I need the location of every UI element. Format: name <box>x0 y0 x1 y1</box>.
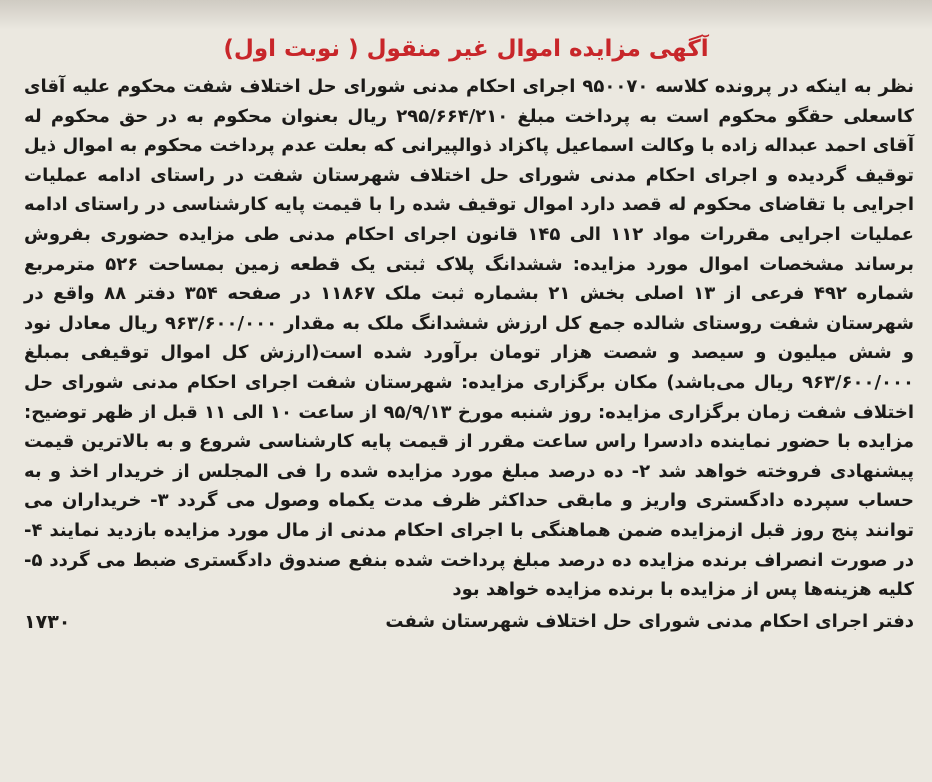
ad-number: ۱۷۳۰ <box>24 610 71 633</box>
notice-title: آگهی مزایده اموال غیر منقول ( نوبت اول) <box>223 36 709 62</box>
notice-footer <box>24 607 914 637</box>
notice-body: نظر به اینکه در پرونده کلاسه ۹۵۰۰۷۰ اجرای احکام مدنی شورای حل اختلاف شفت محکوم علیه آقای کاسعلی حقگو محکوم است به پرداخت مبلغ ۲۹۵/۶۶۴/۲۱۰ ریال بعنوان محکوم به در حق محکوم له آقای احمد عبداله زاده با وکالت اسماعیل پاکزاد ذوالپیرانی که بعلت عدم پرداخت محکوم به اموال ذیل توقیف گردیده و اجرای احکام مدنی شورای حل اختلاف شهرستان شفت در راستای ادامه عملیات اجرایی با تقاضای محکوم له قصد دارد اموال توقیف شده را با قیمت پایه کارشناسی در راستای ادامه عملیات اجرایی مقررات مواد ۱۱۲ الی ۱۴۵ قانون اجرای احکام مدنی طی مزایده حضوری بفروش برساند مشخصات اموال مورد مزایده: ششدانگ پلاک ثبتی یک قطعه زمین بمساحت ۵۲۶ مترمربع شماره ۴۹۲ فرعی از ۱۳ اصلی بخش ۲۱ بشماره ثبت ملک ۱۱۸۶۷ در صفحه ۳۵۴ دفتر ۸۸ واقع در شهرستان شفت روستای شالده جمع کل ارزش ششدانگ ملک به مقدار ۹۶۳/۶۰۰/۰۰۰ ریال معادل نود و شش میلیون و سیصد و شصت هزار تومان برآورد شده است(ارزش کل اموال توقیفی بمبلغ ۹۶۳/۶۰۰/۰۰۰ ریال می‌باشد) مکان برگزاری مزایده: شهرستان شفت اجرای احکام مدنی شورای حل اختلاف شفت زمان برگزاری مزایده: روز شنبه مورخ ۹۵/۹/۱۳ از ساعت ۱۰ الی ۱۱ قبل از ظهر توضیح: مزایده با حضور نماینده دادسرا راس ساعت مقرر از قیمت پایه کارشناسی شروع و به بالاترین قیمت پیشنهادی فروخته خواهد شد ۲- ده درصد مبلغ مورد مزایده شده را فی المجلس از خریدار اخذ و به حساب سپرده دادگستری واریز و مابقی حداکثر ظرف مدت یکماه وصول می گردد ۳- خریداران می توانند پنج روز قبل ازمزایده ضمن هماهنگی با اجرای احکام مدنی از مال مورد مزایده بازدید نمایند ۴- در صورت انصراف برنده مزایده ده درصد مبلغ پرداخت شده بنفع صندوق دادگستری ضبط می گردد ۵- کلیه هزینه‌ها پس از مزایده با برنده مزایده خواهد بود <box>24 76 915 601</box>
issuer-signature: دفتر اجرای احکام مدنی شورای حل اختلاف شهرستان شفت <box>385 610 914 632</box>
